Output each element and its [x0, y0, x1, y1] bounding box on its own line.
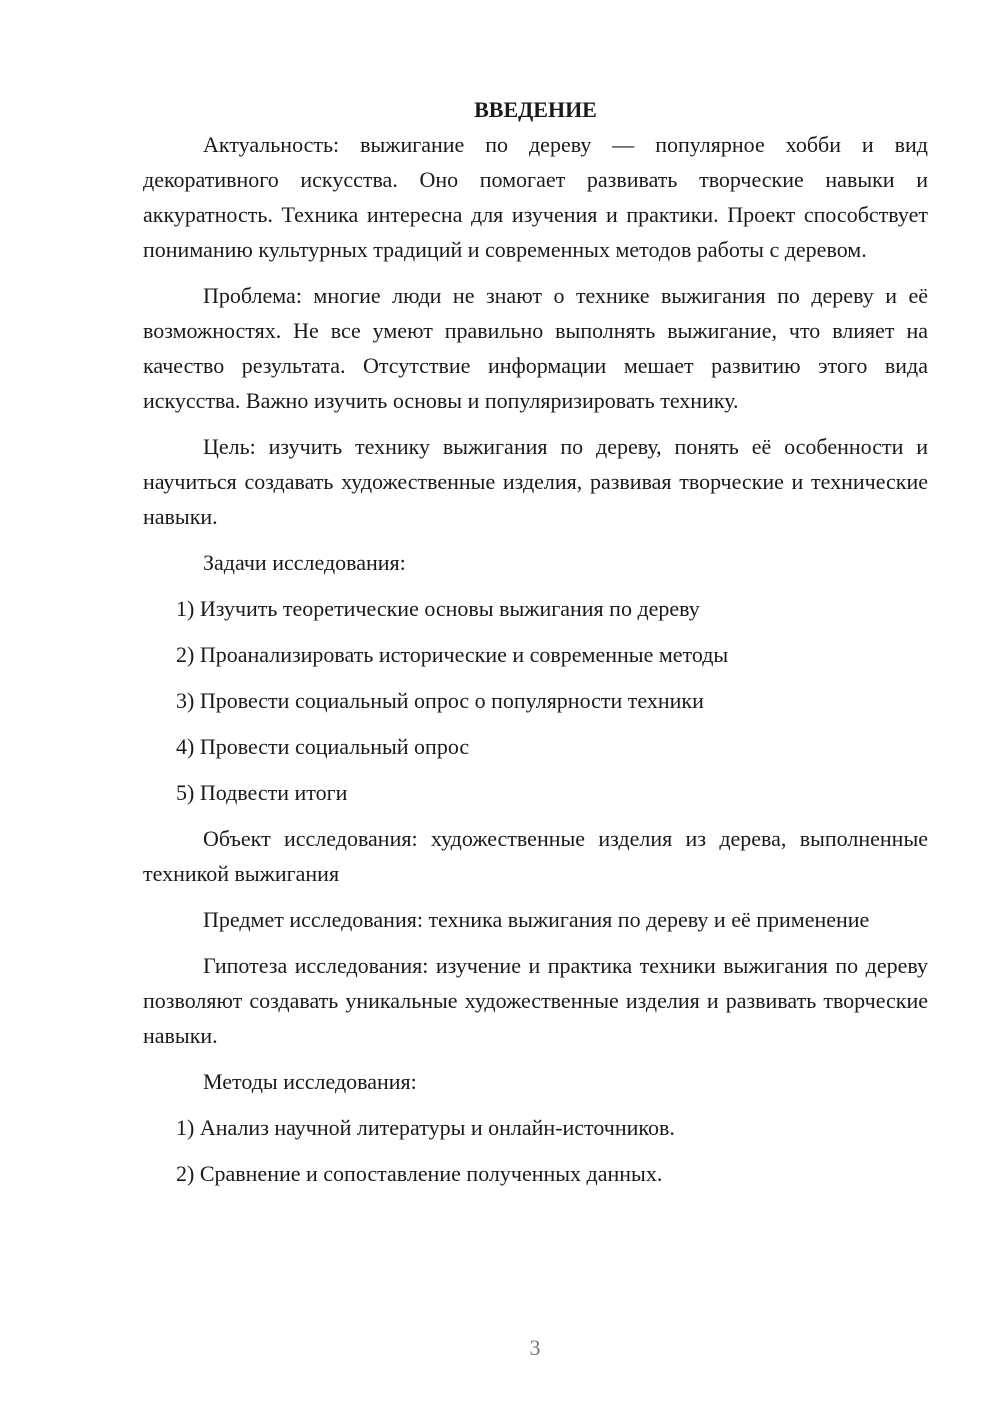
task-item: 3) Провести социальный опрос о популярности техники — [176, 688, 704, 713]
problem-paragraph: Проблема: многие люди не знают о технике выжигания по дереву и её возможностях. Не все умеют правильно выполнять выжигание, что влияет на качество результата. Отсутствие информации мешает развитию этого вида искусства. Важно изучить основы и популяризировать технику. — [143, 283, 928, 413]
object-paragraph: Объект исследования: художественные изделия из дерева, выполненные техникой выжигания — [143, 826, 928, 886]
relevance-paragraph: Актуальность: выжигание по дереву — популярное хобби и вид декоративного искусства. Оно помогает развивать творческие навыки и аккуратность. Техника интересна для изучения и практики. Проект способствует пониманию культурных традиций и современных методов работы с деревом. — [143, 132, 928, 262]
subject-paragraph: Предмет исследования: техника выжигания по дереву и её применение — [203, 907, 870, 932]
task-item: 2) Проанализировать исторические и современные методы — [176, 642, 729, 667]
methods-heading: Методы исследования: — [203, 1069, 417, 1094]
goal-paragraph: Цель: изучить технику выжигания по дереву, понять её особенности и научиться создавать художественные изделия, развивая творческие и технические навыки. — [143, 434, 928, 529]
page-title: ВВЕДЕНИЕ — [474, 97, 597, 122]
task-item: 1) Изучить теоретические основы выжигания по дереву — [176, 596, 700, 621]
method-item: 2) Сравнение и сопоставление полученных данных. — [176, 1161, 663, 1186]
page-content — [143, 92, 928, 1202]
method-item: 1) Анализ научной литературы и онлайн-источников. — [176, 1115, 675, 1140]
task-item: 5) Подвести итоги — [176, 780, 348, 805]
hypothesis-paragraph: Гипотеза исследования: изучение и практика техники выжигания по дереву позволяют создавать уникальные художественные изделия и развивать творческие навыки. — [143, 953, 928, 1048]
page-number: 3 — [529, 1335, 541, 1360]
task-item: 4) Провести социальный опрос — [176, 734, 470, 759]
tasks-heading: Задачи исследования: — [203, 550, 406, 575]
